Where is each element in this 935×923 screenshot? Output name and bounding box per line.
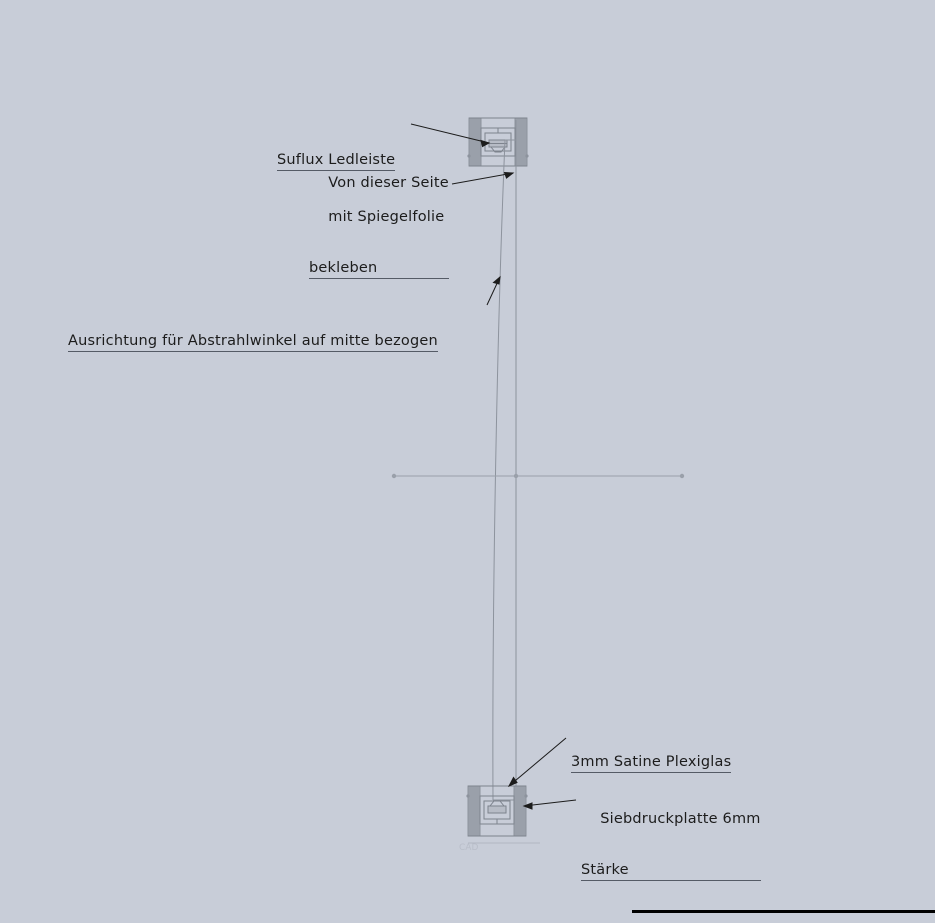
annotation-line: Von dieser Seite bbox=[328, 175, 449, 191]
center-axis bbox=[392, 474, 684, 478]
bottom-fixture-group bbox=[466, 786, 540, 843]
annotation-ausrichtung bbox=[68, 299, 438, 386]
footer-rule bbox=[632, 910, 935, 913]
top-fixture-group bbox=[467, 118, 528, 166]
annotation-line: 3mm Satine Plexiglas bbox=[571, 754, 731, 773]
annotation-line: Suflux Ledleiste bbox=[277, 152, 395, 171]
annotation-siebdruckplatte bbox=[581, 794, 761, 915]
annotation-line: Stärke bbox=[581, 862, 761, 881]
annotation-spiegelfolie bbox=[309, 158, 449, 313]
acrylic-panel bbox=[493, 120, 516, 820]
annotation-line: bekleben bbox=[309, 260, 449, 279]
annotation-line: Siebdruckplatte 6mm bbox=[600, 811, 761, 827]
drawing-watermark: CAD bbox=[459, 843, 479, 853]
annotation-line: mit Spiegelfolie bbox=[328, 209, 445, 225]
annotation-line: Ausrichtung für Abstrahlwinkel auf mitte bezogen bbox=[68, 333, 438, 352]
